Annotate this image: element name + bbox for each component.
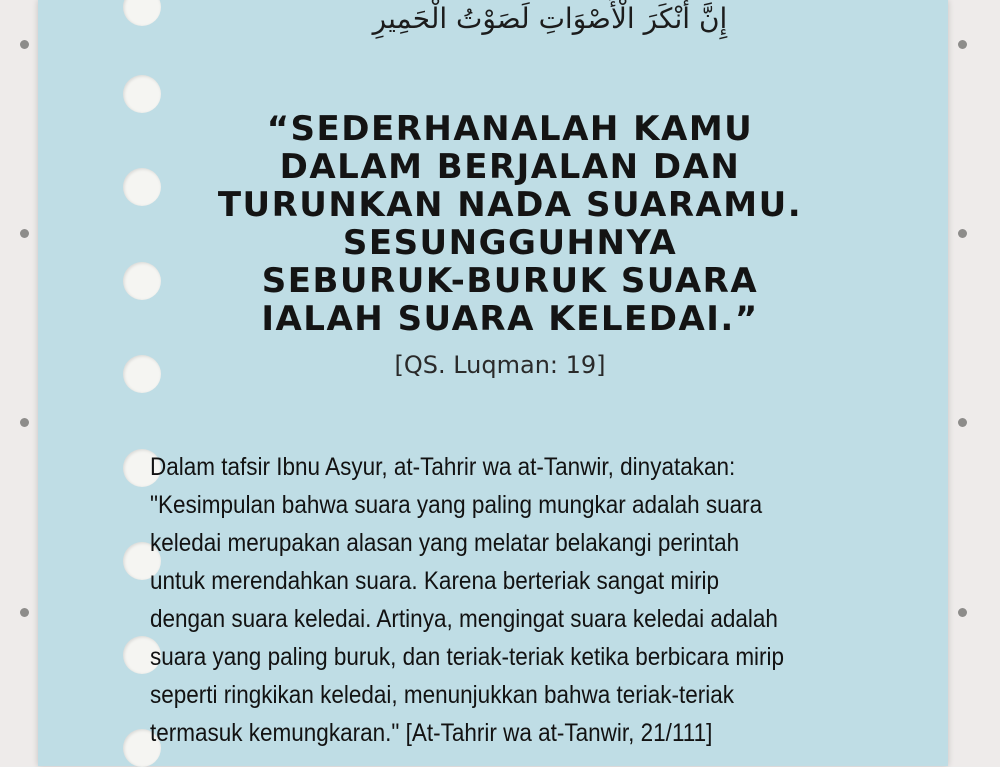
quote-line: SESUNGGUHNYA — [342, 223, 678, 263]
quote-translation — [150, 110, 870, 338]
pin-dot — [20, 608, 29, 617]
tafsir-line: untuk merendahkan suara. Karena berteriak sangat mirip — [150, 567, 720, 595]
binder-hole — [123, 0, 161, 26]
tafsir-line: "Kesimpulan bahwa suara yang paling mungkar adalah suara — [150, 491, 763, 519]
tafsir-line: keledai merupakan alasan yang melatar belakangi perintah — [150, 529, 740, 557]
tafsir-line: suara yang paling buruk, dan teriak-teriak ketika berbicara mirip — [150, 643, 785, 671]
pin-dot — [20, 229, 29, 238]
pin-dot — [20, 418, 29, 427]
tafsir-paragraph — [150, 448, 940, 752]
quote-line: DALAM BERJALAN DAN — [279, 147, 741, 187]
tafsir-line: dengan suara keledai. Artinya, mengingat suara keledai adalah — [150, 605, 778, 633]
pin-dot — [958, 40, 967, 49]
tafsir-line: seperti ringkikan keledai, menunjukkan bahwa teriak-teriak — [150, 681, 735, 709]
tafsir-line: Dalam tafsir Ibnu Asyur, at-Tahrir wa at-Tanwir, dinyatakan: — [150, 453, 736, 481]
binder-hole — [123, 75, 161, 113]
verse-reference: [QS. Luqman: 19] — [394, 351, 606, 379]
pin-dot — [958, 229, 967, 238]
binder-hole — [123, 355, 161, 393]
pin-dot — [20, 40, 29, 49]
quote-line: IALAH SUARA KELEDAI.” — [261, 299, 759, 339]
arabic-verse: إِنَّ أَنْكَرَ الْأَصْوَاتِ لَصَوْتُ الْحَمِيرِ — [372, 2, 728, 35]
quote-line: SEBURUK-BURUK SUARA — [261, 261, 759, 301]
pin-dot — [958, 418, 967, 427]
quote-line: TURUNKAN NADA SUARAMU. — [217, 185, 803, 225]
quote-line: “SEDERHANALAH KAMU — [266, 109, 754, 149]
tafsir-line: termasuk kemungkaran." [At-Tahrir wa at-Tanwir, 21/111] — [150, 719, 713, 747]
pin-dot — [958, 608, 967, 617]
